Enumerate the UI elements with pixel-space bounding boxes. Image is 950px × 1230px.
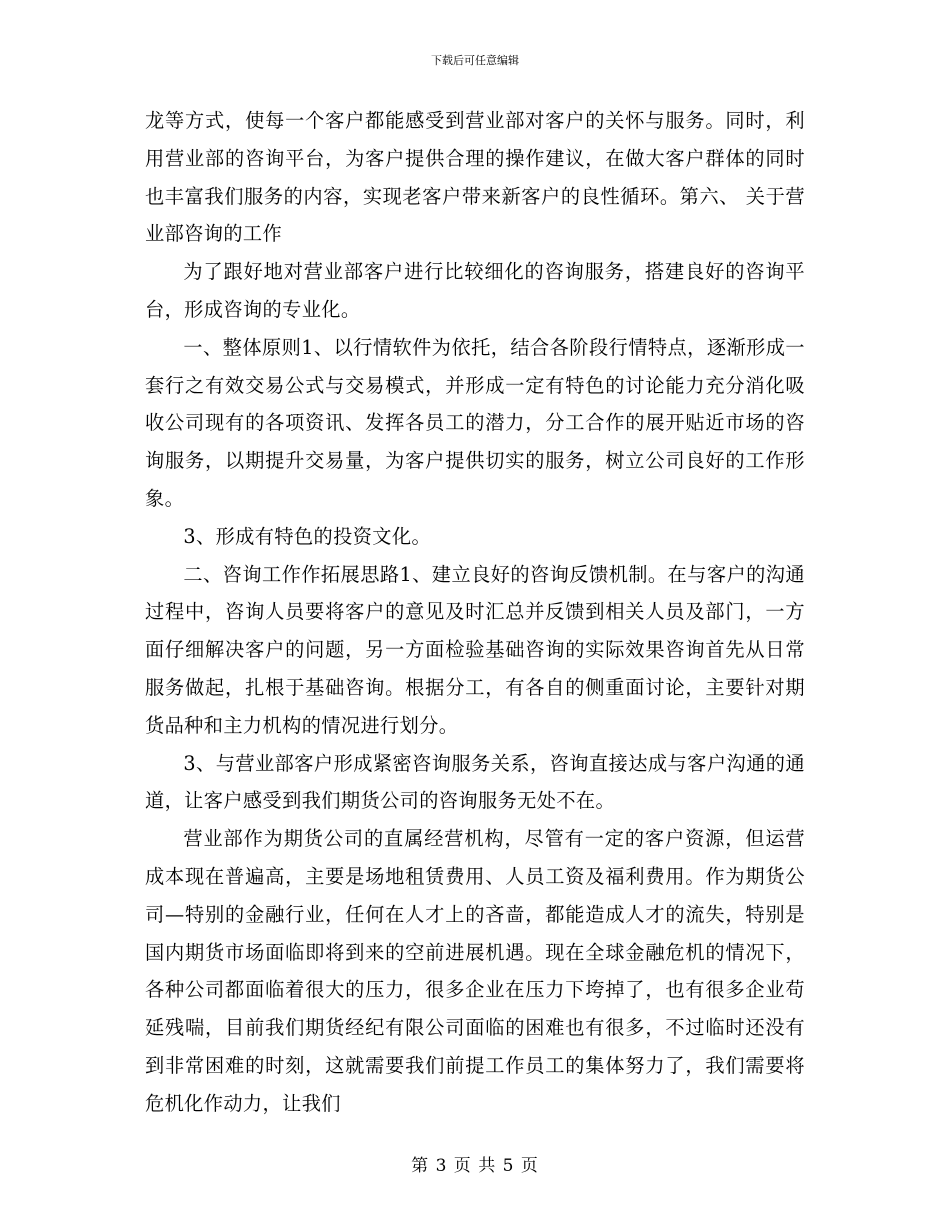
paragraph-expansion-ideas: 二、咨询工作作拓展思路1、建立良好的咨询反馈机制。在与客户的沟通过程中，咨询人员要将客户的意见及时汇总并反馈到相关人员及部门，一方面仔细解决客户的问题，另一方面检验基础咨询的实际效果咨询首先从日常服务做起，扎根于基础咨询。根据分工，有各自的侧重面讨论，主要针对期货品种和主力机构的情况进行划分。 [145,562,805,737]
paragraph-continuation: 龙等方式，使每一个客户都能感受到营业部对客户的关怀与服务。同时，利用营业部的咨询平台，为客户提供合理的操作建议，在做大客户群体的同时也丰富我们服务的内容，实现老客户带来新客户的良性循环。第六、 关于营业部咨询的工作 [145,109,805,246]
paragraph-client-relations: 3、与营业部客户形成紧密咨询服务关系，咨询直接达成与客户沟通的通道，让客户感受到我们期货公司的咨询服务无处不在。 [145,751,805,813]
document-body [145,102,805,1123]
paragraph-consulting-intro: 为了跟好地对营业部客户进行比较细化的咨询服务，搭建良好的咨询平台，形成咨询的专业化。 [145,260,805,321]
paragraph-operating-costs: 营业部作为期货公司的直属经营机构，尽管有一定的客户资源，但运营成本现在普遍高，主要是场地租赁费用、人员工资及福利费用。作为期货公司—特别的金融行业，任何在人才上的吝啬，都能造成人才的流失，特别是国内期货市场面临即将到来的空前进展机遇。现在全球金融危机的情况下，各种公司都面临着很大的压力，很多企业在压力下垮掉了，也有很多企业苟延残喘，目前我们期货经纪有限公司面临的困难也有很多，不过临时还没有到非常困难的时刻，这就需要我们前提工作员工的集体努力了，我们需要将危机化作动力，让我们 [145,827,805,1115]
paragraph-overall-principle: 一、整体原则1、以行情软件为依托，结合各阶段行情特点，逐渐形成一套行之有效交易公式与交易模式，并形成一定有特色的讨论能力充分消化吸收公司现有的各项资讯、发挥各员工的潜力，分工合作的展开贴近市场的咨询服务，以期提升交易量，为客户提供切实的服务，树立公司良好的工作形象。 [145,335,805,510]
paragraph-investment-culture: 3、形成有特色的投资文化。 [183,524,432,548]
page-number: 第 3 页 共 5 页 [411,1156,539,1176]
page-header-note: 下载后可任意编辑 [431,54,519,67]
